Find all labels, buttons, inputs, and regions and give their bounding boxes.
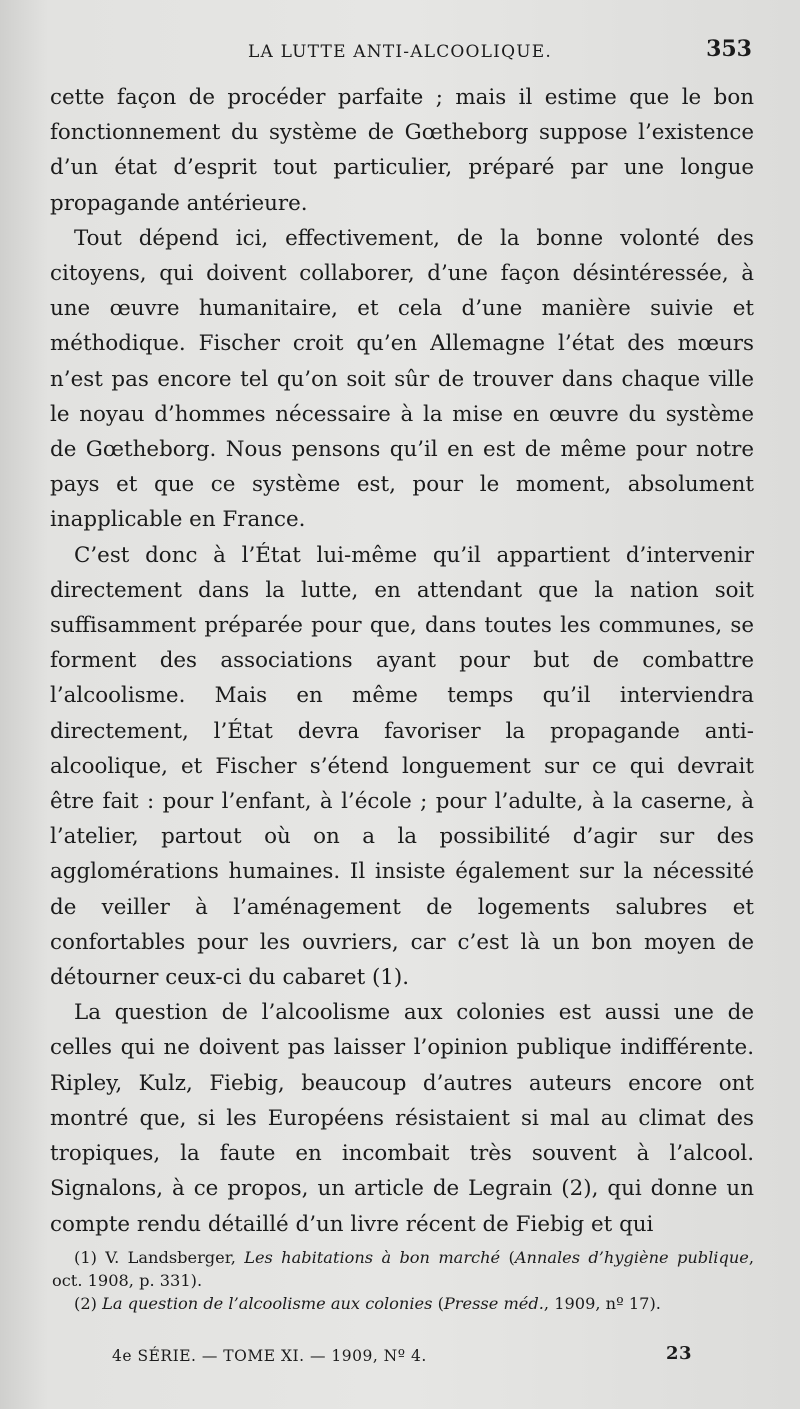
series-info: 4e SÉRIE. — TOME XI. — 1909, Nº 4.	[112, 1347, 427, 1365]
footnote-text: V. Landsberger,	[105, 1248, 236, 1267]
paragraph: La question de l’alcoolisme aux colonies est aussi une de celles qui ne doivent pas laisser l’opinion publique indifférente. Ripley, Kulz, Fiebig, beaucoup d’autres auteurs encore ont montré que, si les Européens résistaient si mal au climat des tropiques, la faute en incombait très souvent à l’alcool. Signalons, à ce propos, un article de Legrain (2), qui donne un compte rendu détaillé d’un livre récent de Fiebig et qui	[50, 1000, 754, 1237]
footnote-punct: (	[508, 1248, 515, 1267]
footnote-1	[52, 1246, 754, 1292]
footnote-2	[52, 1292, 754, 1315]
paragraph: Tout dépend ici, effectivement, de la bonne volonté des citoyens, qui doivent collaborer, d’une façon désintéressée, à une œuvre humanitaire, et cela d’une manière suivie et méthodique. Fischer croit qu’en Allemagne l’état des mœurs n’est pas encore tel qu’on soit sûr de trouver dans chaque ville le noyau d’hommes nécessaire à la mise en œuvre du système de Gœtheborg. Nous pensons qu’il en est de même pour notre pays et que ce système est, pour le moment, absolument inapplicable en France.	[50, 225, 754, 533]
running-head	[48, 36, 752, 70]
footnote-marker: (2)	[74, 1294, 97, 1313]
signature-number: 23	[665, 1343, 692, 1364]
footnote-title: La question de l’alcoolisme aux colonies	[102, 1294, 433, 1313]
running-head-title: LA LUTTE ANTI-ALCOOLIQUE.	[248, 42, 552, 62]
footnote-citation: , oct. 1908, p. 331).	[52, 1248, 754, 1290]
footnote-marker: (1)	[74, 1248, 97, 1267]
footnote-punct: (	[437, 1294, 444, 1313]
paragraph: C’est donc à l’État lui-même qu’il appartient d’intervenir directement dans la lutte, en attendant que la nation soit suffisamment préparée pour que, dans toutes les communes, se forment des associations ayant pour but de combattre l’alcoolisme. Mais en même temps qu’il interviendra directement, l’État devra favoriser la propagande anti-alcoolique, et Fischer s’étend longuement sur ce qui devrait être fait : pour l’enfant, à l’école ; pour l’adulte, à la caserne, à l’atelier, partout où on a la possibilité d’agir sur des agglomérations humaines. Il insiste également sur la nécessité de veiller à l’aménagement de logements salubres et confortables pour les ouvriers, car c’est là un bon moyen de détourner ceux-ci du cabaret (1).	[50, 542, 754, 991]
page-number: 353	[706, 36, 752, 62]
body-text	[50, 80, 754, 1242]
footnote-journal: Annales d’hygiène publique	[514, 1248, 749, 1267]
footnotes	[52, 1246, 754, 1315]
footnote-citation: , 1909, nº 17).	[543, 1294, 661, 1313]
footnote-title: Les habitations à bon marché	[244, 1248, 501, 1267]
paragraph-continued: cette façon de procéder parfaite ; mais il estime que le bon fonctionnement du système de Gœtheborg suppose l’existence d’un état d’esprit tout particulier, préparé par une longue propagande antérieure.	[50, 85, 754, 216]
signature-line	[112, 1343, 692, 1371]
footnote-journal: Presse méd.	[443, 1294, 544, 1313]
